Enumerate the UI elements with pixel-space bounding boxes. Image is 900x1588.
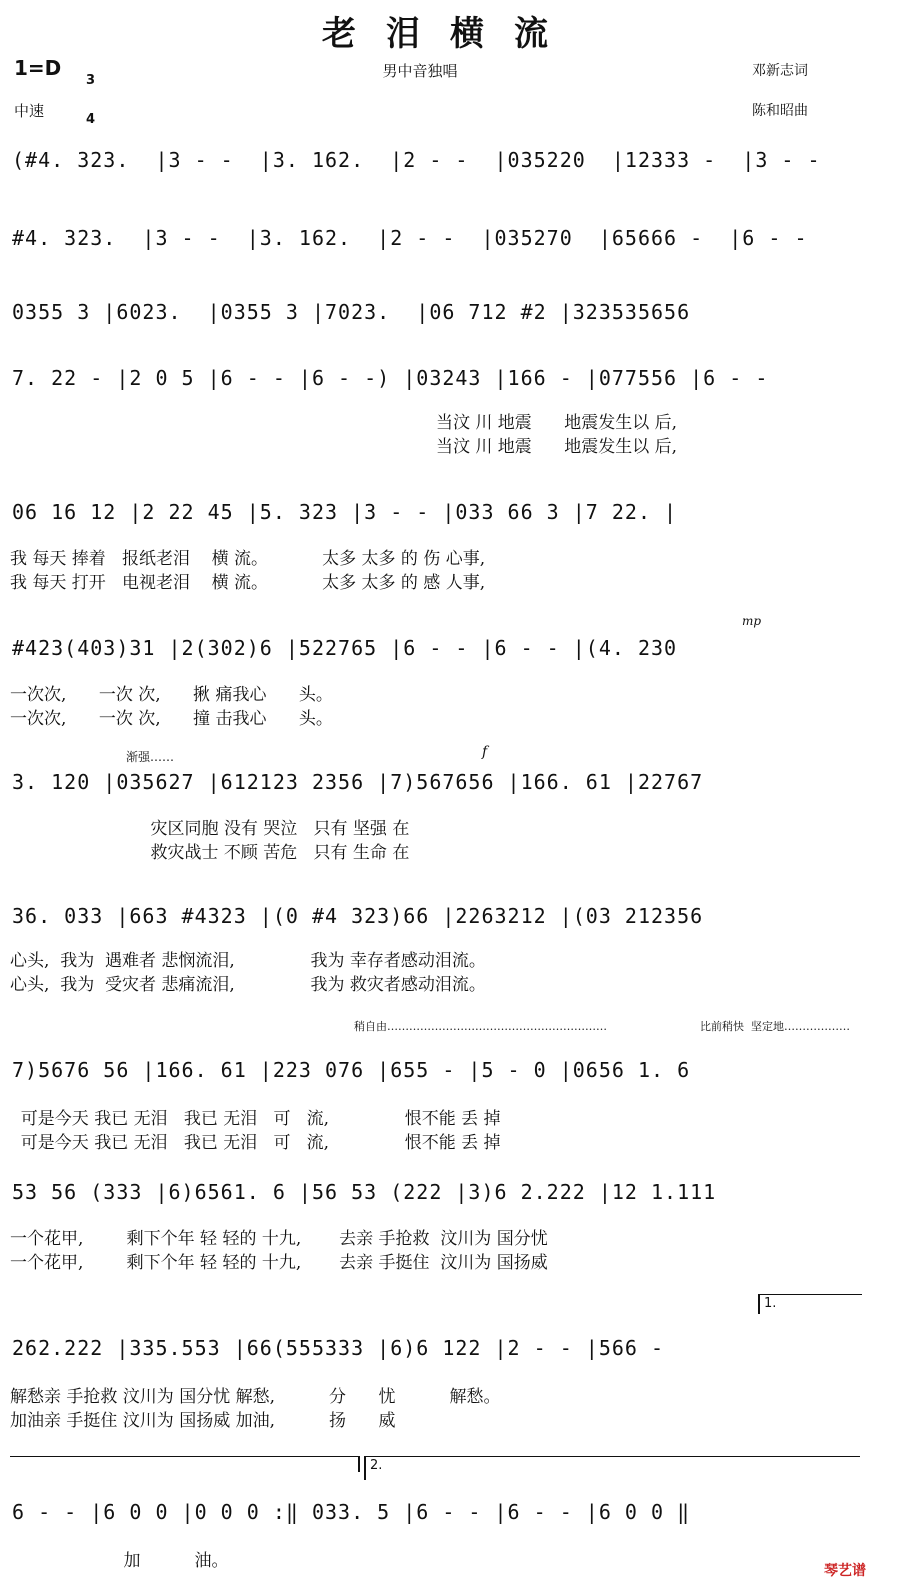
dynamic-forte: f	[482, 744, 488, 760]
lyric-verse-2: 当汶 川 地震 地震发生以 后,	[436, 437, 678, 457]
tempo-change-mark: 比前稍快 坚定地………………	[700, 1020, 850, 1033]
score-line: 53 56 (333 |6)6561. 6 |56 53 (222 |3)6 2.222 |12 1.111	[12, 1180, 717, 1204]
lyric-verse-1: 一次次, 一次 次, 揪 痛我心 头。	[10, 685, 333, 705]
volta-2-bracket	[364, 1456, 366, 1480]
score-line: 06 16 12 |2 22 45 |5. 323 |3 - - |033 66 3 |7 22. |	[12, 500, 678, 524]
score-line: (#4. 323. |3 - - |3. 162. |2 - - |035220 |12333 - |3 - -	[12, 148, 821, 172]
lyricist: 邓新志词	[752, 63, 808, 79]
lyric-verse-1: 我 每天 捧着 报纸老泪 横 流。 太多 太多 的 伤 心事,	[10, 549, 486, 569]
rubato-mark: 稍自由……………………………………………………	[354, 1020, 607, 1033]
lyric-verse-2: 可是今天 我已 无泪 我已 无泪 可 流, 恨不能 丢 掉	[10, 1133, 501, 1153]
lyric-verse-1: 可是今天 我已 无泪 我已 无泪 可 流, 恨不能 丢 掉	[10, 1109, 501, 1129]
score-line: #4. 323. |3 - - |3. 162. |2 - - |035270 |65666 - |6 - -	[12, 226, 808, 250]
score-line: 262.222 |335.553 |66(555333 |6)6 122 |2 - - |566 -	[12, 1336, 665, 1360]
volta-1-continuation	[10, 1456, 358, 1457]
score-line: 7. 22 - |2 0 5 |6 - - |6 - -) |03243 |166 - |077556 |6 - -	[12, 366, 769, 390]
time-signature-top: 3	[86, 73, 96, 88]
lyric-verse-2: 一次次, 一次 次, 撞 击我心 头。	[10, 709, 333, 729]
subtitle: 男中音独唱	[382, 62, 458, 80]
dynamic-mp: mp	[742, 614, 762, 628]
score-line: 0355 3 |6023. |0355 3 |7023. |06 712 #2 |323535656	[12, 300, 691, 324]
lyric-verse-2: 加油亲 手挺住 汶川为 国扬威 加油, 扬 威	[10, 1411, 396, 1431]
score-line: 36. 033 |663 #4323 |(0 #4 323)66 |2263212 |(03 212356	[12, 904, 704, 928]
lyric-verse-1: 灾区同胞 没有 哭泣 只有 坚强 在	[10, 819, 410, 839]
lyric-verse-2: 心头, 我为 受灾者 悲痛流泪, 我为 救灾者感动泪流。	[10, 975, 486, 995]
volta-2-line	[364, 1456, 860, 1457]
lyric-verse-1: 加 油。	[10, 1551, 229, 1571]
score-line: 6 - - |6 0 0 |0 0 0 :‖ 033. 5 |6 - - |6 - - |6 0 0 ‖	[12, 1500, 691, 1524]
page-title: 老泪横流	[322, 14, 578, 54]
time-signature-bottom: 4	[86, 112, 96, 127]
tempo-marking: 中速	[14, 102, 45, 120]
lyric-verse-1: 心头, 我为 遇难者 悲悯流泪, 我为 幸存者感动泪流。	[10, 951, 486, 971]
lyric-verse-1: 解愁亲 手抢救 汶川为 国分忧 解愁, 分 忧 解愁。	[10, 1387, 501, 1407]
volta-2-label: 2.	[370, 1458, 383, 1473]
crescendo-mark: 渐强……	[126, 750, 175, 764]
volta-1-end	[358, 1456, 360, 1472]
score-line: #423(403)31 |2(302)6 |522765 |6 - - |6 - - |(4. 230	[12, 636, 678, 660]
volta-1-line	[758, 1294, 862, 1295]
volta-1-label: 1.	[764, 1296, 777, 1311]
lyric-verse-2: 救灾战士 不顾 苦危 只有 生命 在	[10, 843, 410, 863]
lyric-verse-1: 当汶 川 地震 地震发生以 后,	[436, 413, 678, 433]
lyric-verse-2: 我 每天 打开 电视老泪 横 流。 太多 太多 的 感 人事,	[10, 573, 486, 593]
watermark-logo: 琴艺谱	[824, 1563, 866, 1579]
volta-1-bracket	[758, 1294, 760, 1314]
lyric-verse-2: 一个花甲, 剩下个年 轻 轻的 十九, 去亲 手挺住 汶川为 国扬威	[10, 1253, 548, 1273]
lyric-verse-1: 一个花甲, 剩下个年 轻 轻的 十九, 去亲 手抢救 汶川为 国分忧	[10, 1229, 548, 1249]
composer: 陈和昭曲	[752, 103, 808, 119]
key-signature: 1=D	[14, 56, 62, 80]
score-line: 7)5676 56 |166. 61 |223 076 |655 - |5 - 0 |0656 1. 6	[12, 1058, 691, 1082]
score-line: 3. 120 |035627 |612123 2356 |7)567656 |166. 61 |22767	[12, 770, 704, 794]
